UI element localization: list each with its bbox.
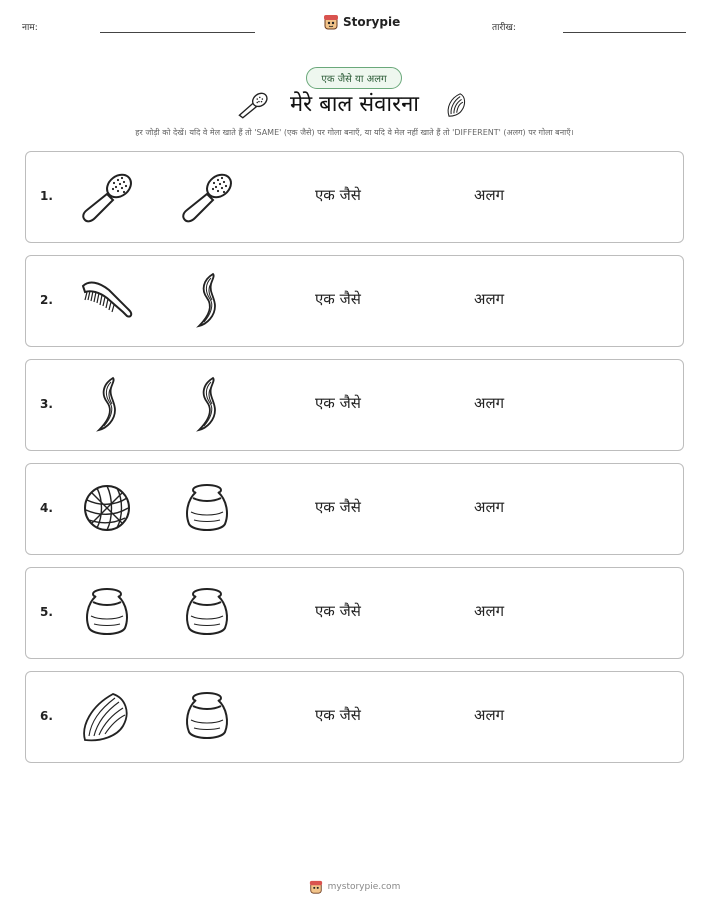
worksheet-type-badge: एक जैसे या अलग	[306, 67, 402, 89]
storypie-mascot-icon	[323, 14, 339, 30]
comb-icon	[79, 272, 135, 328]
row-number: 3.	[40, 397, 53, 411]
exercise-row	[25, 359, 684, 451]
date-line	[563, 32, 686, 33]
footer-url: mystorypie.com	[327, 882, 401, 892]
hair-lock-icon	[442, 91, 470, 119]
hair-lock-icon	[79, 688, 135, 744]
row-number: 1.	[40, 189, 53, 203]
jar-icon	[79, 584, 135, 640]
exercise-row	[25, 567, 684, 659]
exercise-row	[25, 255, 684, 347]
option-same[interactable]: एक जैसे	[315, 290, 361, 308]
row-number: 5.	[40, 605, 53, 619]
name-label: नाम:	[22, 23, 38, 33]
option-different[interactable]: अलग	[474, 706, 505, 724]
hair-strand-icon	[79, 376, 135, 432]
jar-icon	[179, 584, 235, 640]
page-title: मेरे बाल संवारना	[289, 92, 420, 117]
exercise-row	[25, 463, 684, 555]
row-number: 2.	[40, 293, 53, 307]
option-different[interactable]: अलग	[474, 394, 505, 412]
option-different[interactable]: अलग	[474, 498, 505, 516]
row-number: 4.	[40, 501, 53, 515]
jar-icon	[179, 688, 235, 744]
yarn-ball-icon	[79, 480, 135, 536]
option-same[interactable]: एक जैसे	[315, 394, 361, 412]
option-same[interactable]: एक जैसे	[315, 602, 361, 620]
row-number: 6.	[40, 709, 53, 723]
option-different[interactable]: अलग	[474, 290, 505, 308]
storypie-mascot-icon	[309, 880, 323, 894]
option-same[interactable]: एक जैसे	[315, 498, 361, 516]
exercise-row	[25, 671, 684, 763]
instructions-text: हर जोड़ी को देखें। यदि वे मेल खाते हैं तो 'SAME' (एक जैसे) पर गोला बनाएँ, या यदि वे मेल नहीं खाते हैं तो 'DIFFERENT' (अलग) पर गोला बनाएँ।	[135, 128, 574, 137]
hairbrush-icon	[79, 168, 135, 224]
jar-icon	[179, 480, 235, 536]
option-different[interactable]: अलग	[474, 186, 505, 204]
name-line	[100, 32, 255, 33]
option-same[interactable]: एक जैसे	[315, 186, 361, 204]
option-same[interactable]: एक जैसे	[315, 706, 361, 724]
date-label: तारीख:	[492, 23, 516, 33]
footer	[0, 880, 709, 894]
hair-strand-icon	[179, 272, 235, 328]
hairbrush-icon	[179, 168, 235, 224]
brand-name: Storypie	[343, 15, 401, 29]
exercise-row	[25, 151, 684, 243]
option-different[interactable]: अलग	[474, 602, 505, 620]
brand-logo	[323, 14, 400, 30]
hair-strand-icon	[179, 376, 235, 432]
